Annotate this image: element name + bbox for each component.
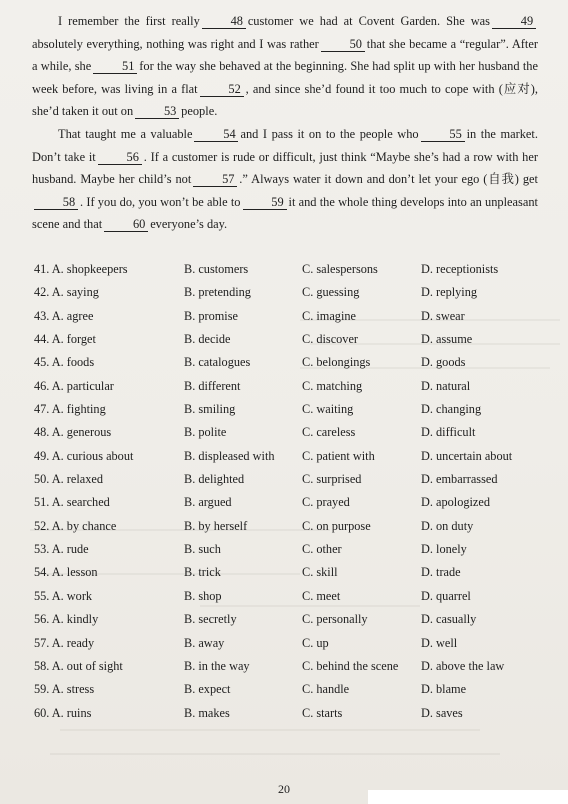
question-row	[34, 495, 544, 518]
option-b: B. smiling	[184, 402, 236, 417]
option-d: D. replying	[421, 285, 478, 300]
blank-48: 48	[202, 14, 246, 29]
option-a: 55. A. work	[34, 588, 93, 603]
passage-text: I remember the first really	[58, 14, 200, 28]
option-d: D. on duty	[421, 518, 474, 533]
option-d: D. well	[421, 635, 458, 650]
option-a: 46. A. particular	[34, 378, 114, 393]
option-c: C. other	[302, 542, 342, 557]
option-b: B. shop	[184, 588, 222, 603]
option-a: 50. A. relaxed	[34, 472, 103, 487]
answer-options	[34, 262, 544, 729]
passage-text: , and since she’d found it too much to cope with (应对), she’d taken it out on	[32, 81, 538, 119]
option-d: D. difficult	[421, 425, 476, 440]
option-c: C. prayed	[302, 495, 350, 510]
option-d: D. casually	[421, 612, 477, 627]
option-c: C. meet	[302, 588, 341, 603]
option-b: B. in the way	[184, 658, 250, 673]
blank-56: 56	[98, 150, 142, 165]
option-a: 48. A. generous	[34, 425, 112, 440]
option-d: D. swear	[421, 308, 465, 323]
question-row	[34, 519, 544, 542]
option-a: 60. A. ruins	[34, 705, 92, 720]
passage-text: in the market. Don’t take it	[32, 126, 538, 164]
passage-text: people.	[181, 104, 218, 119]
option-b: B. promise	[184, 308, 238, 323]
option-c: C. imagine	[302, 308, 356, 323]
option-d: D. quarrel	[421, 588, 471, 603]
passage-paragraph-1	[32, 10, 538, 123]
passage-text: it and the whole thing develops into an unpleasant scene and that	[32, 194, 538, 232]
passage-paragraph-2	[32, 123, 538, 236]
option-a: 59. A. stress	[34, 682, 95, 697]
option-a: 51. A. searched	[34, 495, 110, 510]
option-a: 43. A. agree	[34, 308, 94, 323]
option-a: 56. A. kindly	[34, 612, 99, 627]
option-b: B. argued	[184, 495, 232, 510]
page-number: 20	[278, 782, 290, 796]
option-d: D. embarrassed	[421, 472, 498, 487]
option-c: C. on purpose	[302, 518, 371, 533]
option-a: 44. A. forget	[34, 332, 96, 347]
blank-52: 52	[200, 82, 244, 97]
blank-59: 59	[243, 195, 287, 210]
option-c: C. salespersons	[302, 262, 378, 276]
option-d: D. trade	[421, 565, 461, 580]
blank-55: 55	[421, 127, 465, 142]
blank-60: 60	[104, 217, 148, 232]
blank-49: 49	[492, 14, 536, 29]
passage-text: .” Always water it down and don’t let your ego (自我) get	[239, 172, 538, 187]
blank-53: 53	[135, 104, 179, 119]
question-row	[34, 589, 544, 612]
passage-text: customer we had at Covent Garden. She was	[247, 14, 490, 28]
option-a: 45. A. foods	[34, 355, 95, 370]
option-d: D. receptionists	[421, 262, 499, 276]
option-b: B. trick	[184, 565, 221, 580]
question-row	[34, 565, 544, 588]
question-row	[34, 449, 544, 472]
option-c: C. starts	[302, 705, 343, 720]
scan-corner	[368, 790, 568, 804]
blank-58: 58	[34, 195, 78, 210]
option-c: C. personally	[302, 612, 368, 627]
option-c: C. discover	[302, 332, 359, 347]
option-b: B. polite	[184, 425, 227, 440]
passage-text: That taught me a valuable	[58, 126, 193, 141]
blank-54: 54	[194, 127, 238, 142]
option-d: D. changing	[421, 402, 482, 417]
passage-text: absolutely everything, nothing was right and I was rather	[32, 36, 319, 51]
blank-50: 50	[321, 37, 365, 52]
question-row	[34, 682, 544, 705]
option-d: D. goods	[421, 355, 466, 370]
option-b: B. by herself	[184, 518, 248, 533]
passage-text: . If a customer is rude or difficult, just think “Maybe she’s had a row with her husband. Maybe her child’s not	[32, 149, 538, 187]
option-d: D. uncertain about	[421, 448, 513, 463]
question-row	[34, 706, 544, 729]
option-a: 57. A. ready	[34, 635, 95, 650]
option-a: 53. A. rude	[34, 542, 89, 557]
question-row	[34, 612, 544, 635]
option-d: D. blame	[421, 682, 467, 697]
option-d: D. apologized	[421, 495, 490, 510]
option-b: B. decide	[184, 332, 231, 347]
option-b: B. displeased with	[184, 448, 275, 463]
option-c: C. matching	[302, 378, 363, 393]
option-c: C. patient with	[302, 448, 375, 463]
option-d: D. lonely	[421, 542, 467, 557]
question-row	[34, 262, 544, 285]
option-a: 49. A. curious about	[34, 448, 134, 463]
option-d: D. saves	[421, 705, 463, 720]
option-a: 47. A. fighting	[34, 402, 106, 417]
cloze-passage	[32, 10, 538, 236]
question-row	[34, 332, 544, 355]
question-row	[34, 542, 544, 565]
question-row	[34, 285, 544, 308]
option-b: B. away	[184, 635, 225, 650]
passage-text: and I pass it on to the people who	[240, 126, 419, 141]
option-c: C. handle	[302, 682, 350, 697]
option-b: B. makes	[184, 705, 230, 720]
option-c: C. guessing	[302, 285, 360, 300]
option-b: B. different	[184, 378, 241, 393]
question-row	[34, 425, 544, 448]
option-c: C. surprised	[302, 472, 362, 487]
passage-text: that she became a “regular”. After a while, she	[32, 36, 538, 74]
passage-text: everyone’s day.	[150, 217, 228, 232]
option-b: B. secretly	[184, 612, 237, 627]
option-d: D. assume	[421, 332, 473, 347]
passage-text: for the way she behaved at the beginning. She had split up with her husband the week before, was living in a flat	[32, 59, 538, 96]
option-c: C. skill	[302, 565, 338, 580]
blank-57: 57	[193, 172, 237, 187]
option-d: D. natural	[421, 378, 471, 393]
option-c: C. waiting	[302, 402, 354, 417]
question-row	[34, 379, 544, 402]
question-row	[34, 309, 544, 332]
question-row	[34, 636, 544, 659]
passage-text: . If you do, you won’t be able to	[80, 194, 241, 209]
option-b: B. catalogues	[184, 355, 251, 370]
option-a: 54. A. lesson	[34, 565, 98, 580]
question-row	[34, 659, 544, 682]
option-c: C. belongings	[302, 355, 371, 370]
option-c: C. behind the scene	[302, 658, 399, 673]
option-b: B. customers	[184, 262, 249, 276]
question-row	[34, 402, 544, 425]
option-b: B. pretending	[184, 285, 251, 300]
option-c: C. up	[302, 635, 329, 650]
option-b: B. delighted	[184, 472, 245, 487]
option-d: D. above the law	[421, 658, 505, 673]
question-row	[34, 355, 544, 378]
option-c: C. careless	[302, 425, 356, 440]
option-a: 42. A. saying	[34, 285, 99, 300]
question-row	[34, 472, 544, 495]
blank-51: 51	[93, 59, 137, 74]
option-b: B. such	[184, 542, 221, 557]
option-a: 58. A. out of sight	[34, 658, 123, 673]
option-a: 52. A. by chance	[34, 518, 117, 533]
option-b: B. expect	[184, 682, 231, 697]
option-a: 41. A. shopkeepers	[34, 262, 128, 276]
